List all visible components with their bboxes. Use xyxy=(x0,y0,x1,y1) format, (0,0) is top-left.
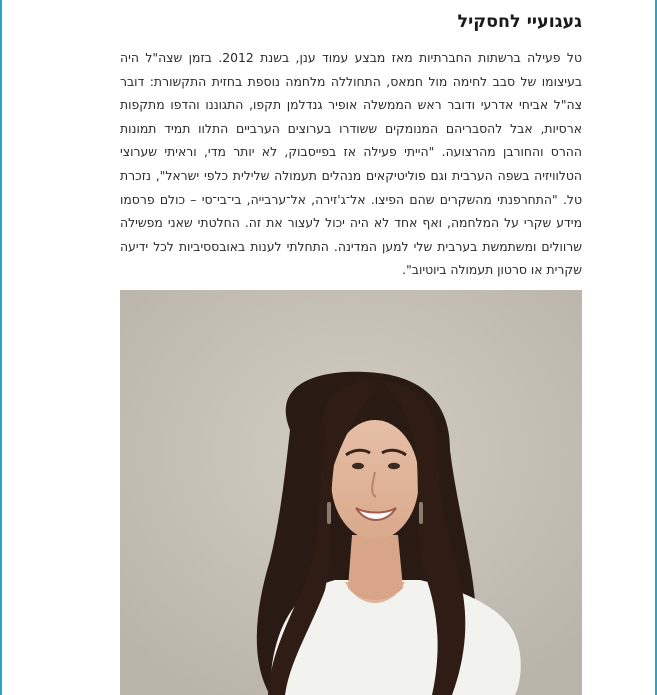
article xyxy=(120,0,582,282)
article-photo xyxy=(120,290,582,695)
article-paragraph: טל פעילה ברשתות החברתיות מאז מבצע עמוד ענן, בשנת 2012. בזמן שצה"ל היה בעיצומו של סבב לחימה מול חמאס, התחוללה מלחמה נוספת בחזית התקשורת: דובר צה"ל אביחי אדרעי ודובר ראש הממשלה אופיר גנדלמן תקפו, התגוננו והדפו מתקפות ארסיות, אבל להסבריהם המנומקים ששודרו בערוצים הערביים התלוו תמיד תמונות ההרס והחורבן מהרצועה. "הייתי פעילה אז בפייסבוק, לא יותר מדי, וראיתי שערוצי הטלוויזיה בשפה הערבית וגם פוליטיקאים מנהלים תעמולה שלילית כלפי ישראל", נזכרת טל. "התחרפנתי מהשקרים שהם הפיצו. אל־ג'זירה, אל־ערבייה, בי־בי־סי – כולם פרסמו מידע שקרי על המלחמה, ואף אחד לא היה יכול לעצור את זה. החלטתי שאני מפשילה שרוולים ומשתמשת בערבית שלי למען המדינה. התחלתי לענות באובססיביות לכל ידיעה שקרית או סרטון תעמולה ביוטיוב". xyxy=(120,50,582,278)
neck xyxy=(348,535,403,600)
right-eye xyxy=(388,463,400,469)
right-earring xyxy=(419,502,423,524)
portrait-illustration xyxy=(120,290,582,695)
left-earring xyxy=(327,502,331,524)
left-eye xyxy=(352,463,364,469)
article-heading: געגועיי לחסקיל xyxy=(457,12,582,32)
